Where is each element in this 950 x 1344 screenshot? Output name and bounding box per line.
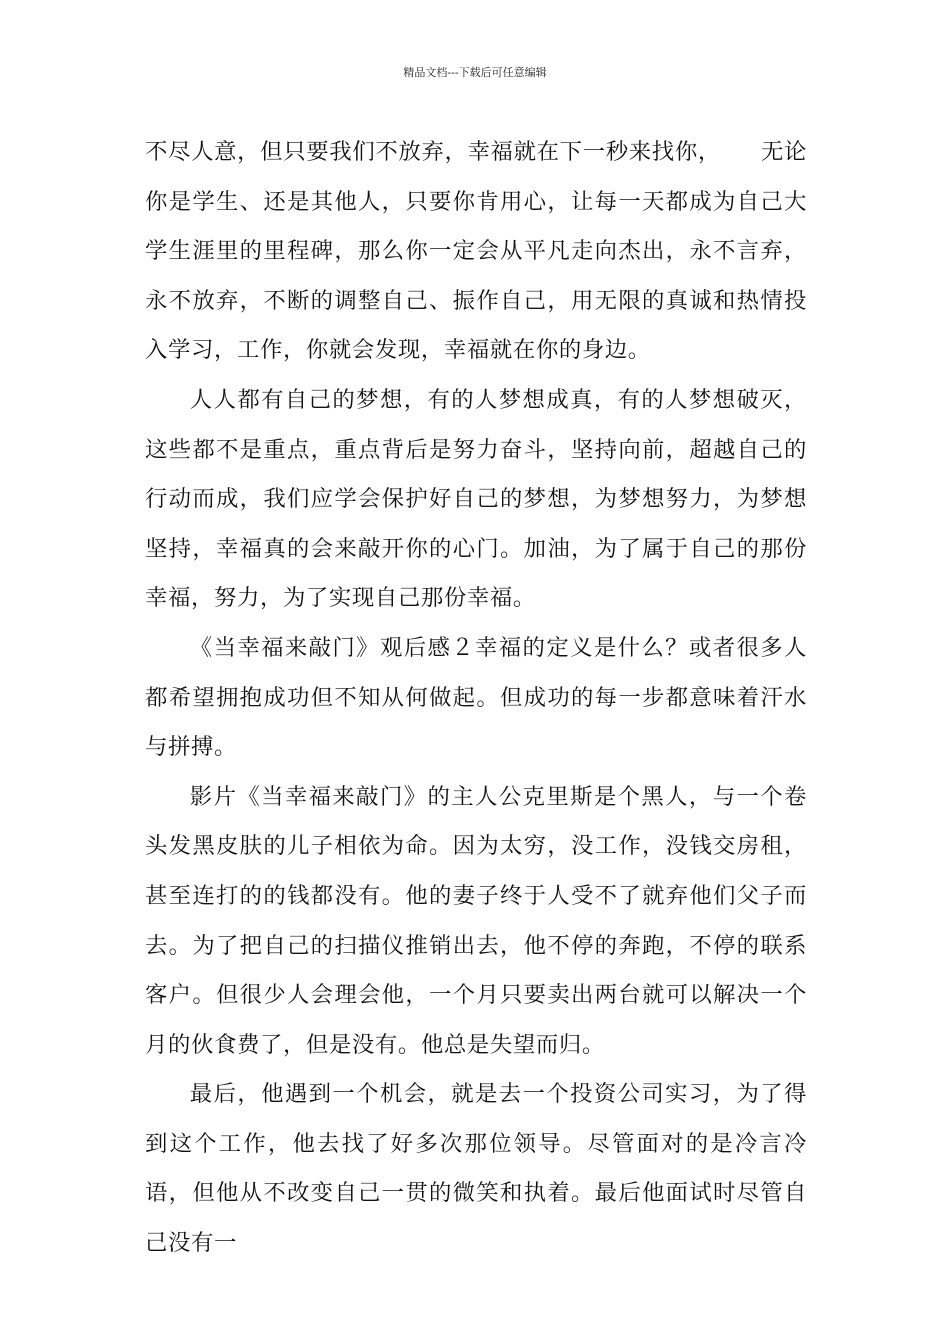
paragraph-text-second: 无论你是学生、还是其他人，只要你肯用心，让每一天都成为自己大学生涯里的里程碑，那么你一定会从平凡走向杰出，永不言弃，永不放弃，不断的调整自己、振作自己，用无限的真诚和热情投入学习，工作，你就会发现，幸福就在你的身边。 [145,139,808,364]
document-body [145,128,807,1269]
paragraph-dreams: 人人都有自己的梦想，有的人梦想成真，有的人梦想破灭，这些都不是重点，重点背后是努力奋斗，坚持向前，超越自己的行动而成，我们应学会保护好自己的梦想，为梦想努力，为梦想坚持，幸福真的会来敲开你的心门。加油，为了属于自己的那份幸福，努力，为了实现自己那份幸福。 [145,386,807,612]
page-header: 精品文档---下载后可任意编辑 [403,66,547,79]
paragraph-continued [145,128,807,376]
paragraph-review-intro: 《当幸福来敲门》观后感２幸福的定义是什么？或者很多人都希望拥抱成功但不知从何做起。但成功的每一步都意味着汗水与拼搏。 [145,634,807,761]
paragraph-text-first: 不尽人意，但只要我们不放弃，幸福就在下一秒来找你， [145,139,721,165]
paragraph-opportunity: 最后，他遇到一个机会，就是去一个投资公司实习，为了得到这个工作，他去找了好多次那位领导。尽管面对的是冷言冷语，但他从不改变自己一贯的微笑和执着。最后他面试时尽管自己没有一 [145,1081,807,1257]
paragraph-film-plot: 影片《当幸福来敲门》的主人公克里斯是个黑人，与一个卷头发黑皮肤的儿子相依为命。因为太穷，没工作，没钱交房租，甚至连打的的钱都没有。他的妻子终于人受不了就弃他们父子而去。为了把自己的扫描仪推销出去，他不停的奔跑，不停的联系客户。但很少人会理会他，一个月只要卖出两台就可以解决一个月的伙食费了，但是没有。他总是失望而归。 [145,783,807,1058]
